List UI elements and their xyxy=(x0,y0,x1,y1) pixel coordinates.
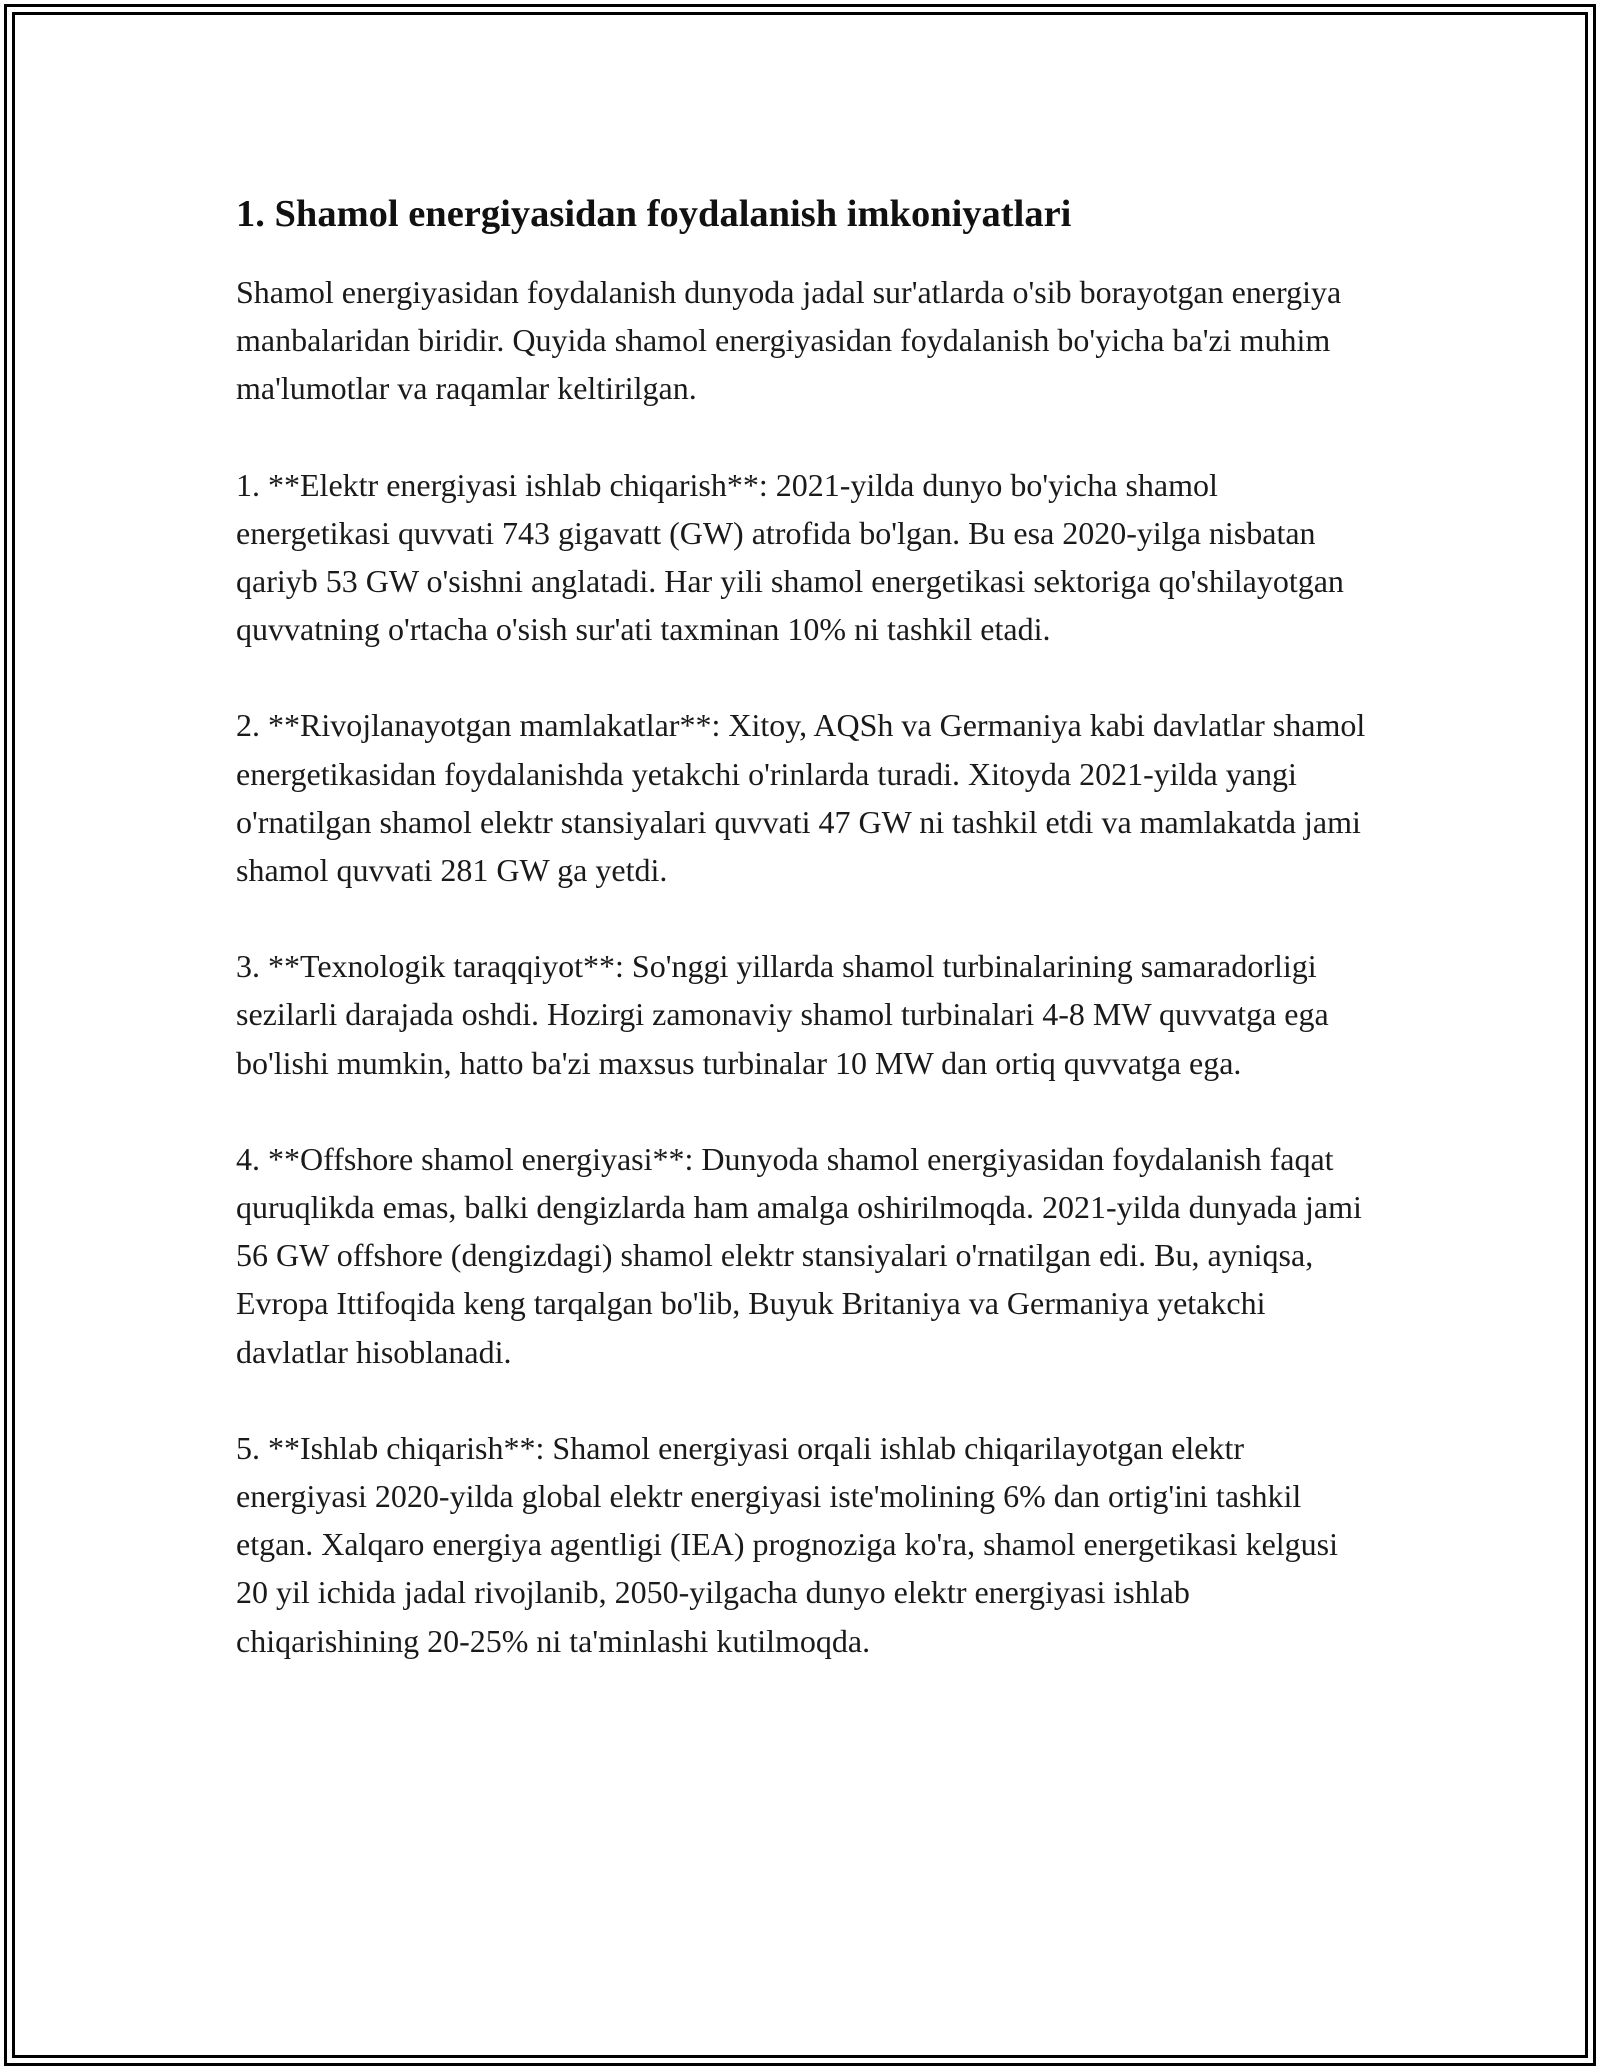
document-body xyxy=(236,190,1376,1713)
intro-paragraph: Shamol energiyasidan foydalanish dunyoda jadal sur'atlarda o'sib borayotgan energiya manbalaridan biridir. Quyida shamol energiyasidan foydalanish bo'yicha ba'zi muhim ma'lumotlar va raqamlar keltirilgan. xyxy=(236,274,1342,407)
paragraph-developing-countries: 2. **Rivojlanayotgan mamlakatlar**: Xitoy, AQSh va Germaniya kabi davlatlar shamol energetikasidan foydalanishda yetakchi o'rinlarda turadi. Xitoyda 2021-yilda yangi o'rnatilgan shamol elektr stansiyalari quvvati 47 GW ni tashkil etdi va mamlakatda jami shamol quvvati 281 GW ga yetdi. xyxy=(236,707,1366,889)
paragraph-electricity-production: 1. **Elektr energiyasi ishlab chiqarish**: 2021-yilda dunyo bo'yicha shamol energetikasi quvvati 743 gigavatt (GW) atrofida bo'lgan. Bu esa 2020-yilga nisbatan qariyb 53 GW o'sishni anglatadi. Har yili shamol energetikasi sektoriga qo'shilayotgan quvvatning o'rtacha o'sish sur'ati taxminan 10% ni tashkil etadi. xyxy=(236,466,1344,648)
paragraph-technological-progress: 3. **Texnologik taraqqiyot**: So'nggi yillarda shamol turbinalarining samaradorligi sezilarli darajada oshdi. Hozirgi zamonaviy shamol turbinalari 4-8 MW quvvatga ega bo'lishi mumkin, hatto ba'zi maxsus turbinalar 10 MW dan ortiq quvvatga ega. xyxy=(236,948,1329,1081)
paragraph-offshore-wind: 4. **Offshore shamol energiyasi**: Dunyoda shamol energiyasidan foydalanish faqat quruqlikda emas, balki dengizlarda ham amalga oshirilmoqda. 2021-yilda dunyada jami 56 GW offshore (dengizdagi) shamol elektr stansiyalari o'rnatilgan edi. Bu, ayniqsa, Evropa Ittifoqida keng tarqalgan bo'lib, Buyuk Britaniya va Germaniya yetakchi davlatlar hisoblanadi. xyxy=(236,1140,1362,1370)
paragraph-production-share: 5. **Ishlab chiqarish**: Shamol energiyasi orqali ishlab chiqarilayotgan elektr energiyasi 2020-yilda global elektr energiyasi iste'molining 6% dan ortig'ini tashkil etgan. Xalqaro energiya agentligi (IEA) prognoziga ko'ra, shamol energetikasi kelgusi 20 yil ichida jadal rivojlanib, 2050-yilgacha dunyo elektr energiyasi ishlab chiqarishining 20-25% ni ta'minlashi kutilmoqda. xyxy=(236,1429,1338,1659)
document-title: 1. Shamol energiyasidan foydalanish imkoniyatlari xyxy=(236,193,1072,235)
